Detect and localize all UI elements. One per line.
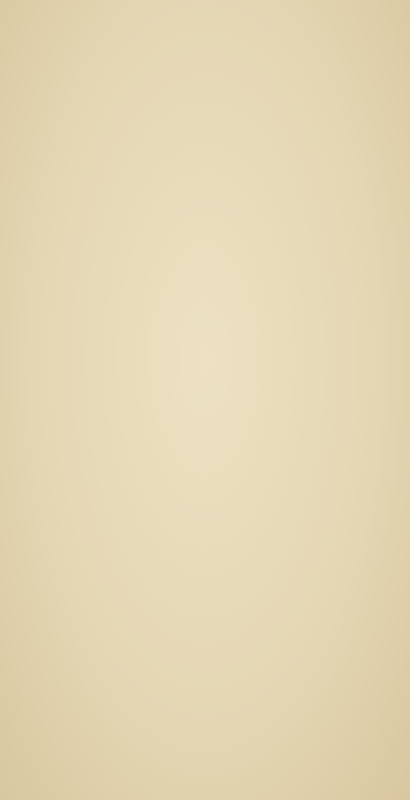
text-line xyxy=(14,69,396,87)
body-text xyxy=(14,14,396,88)
text-line xyxy=(14,14,396,32)
text-line xyxy=(14,51,396,69)
text-line xyxy=(14,32,396,50)
